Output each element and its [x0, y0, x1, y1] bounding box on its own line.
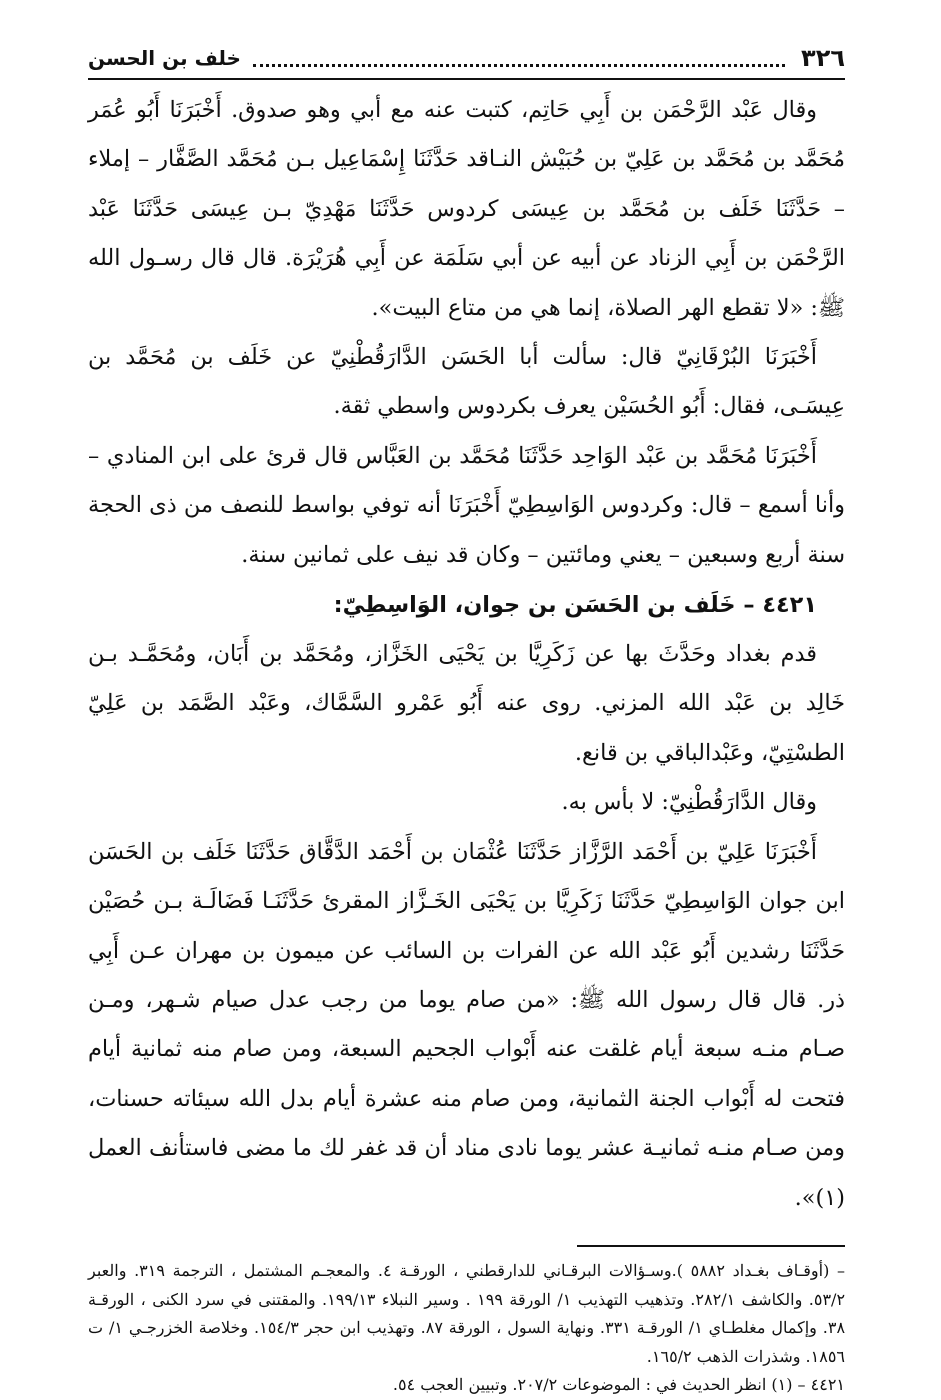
paragraph-entry-intro: قدم بغداد وحَدَّثَ بها عن زَكَرِيَّا بن يَحْيَى الخَزَّاز، ومُحَمَّد بن أَبَان، ومُحَمَّـد بـن خَالِد بن عَبْد الله المزني. روى عنه أَبُو عَمْرو السَّمَّاك، وعَبْد الصَّمَد بن عَلِيّ الطسْتِيّ، وعَبْدالباقي بن قانع.	[88, 641, 845, 766]
running-title: خلف بن الحسن	[88, 46, 241, 70]
paragraph-barqani: أَخْبَرَنَا البُرْقَانِيّ قال: سألت أبا الحَسَن الدَّارَقُطْنِيّ عن خَلَف بن مُحَمَّد بن عِيسَـى، فقال: أَبُو الحُسَيْن يعرف بكردوس واسطي ثقة.	[88, 344, 845, 420]
running-header	[88, 38, 845, 80]
footnotes	[88, 1257, 845, 1400]
dotted-leader	[253, 50, 785, 67]
paragraph-hadith: أَخْبَرَنَا عَلِيّ بن أَحْمَد الرَّزَّاز حَدَّثَنَا عُثْمَان بن أَحْمَد الدَّقَّاق حَدَّثَنَا خَلَف بن الحَسَن ابن جوان الوَاسِطِيّ حَدَّثَنَا زَكَرِيَّا بن يَحْيَى الخَـزَّاز المقرئ حَدَّثَنَـا فَضَالَـة بـن حُصَيْن حَدَّثَنَا رشدين أَبُو عَبْد الله عن الفرات بن السائب عن ميمون بن مهران عـن أَبِي ذر. قال قال رسول الله ﷺ: «من صام يوما من رجب عدل صيام شـهر، ومـن صـام منـه سبعة أيام غلقت عنه أَبْواب الجحيم السبعة، ومن صام منه ثمانية أيام فتحت له أَبْواب الجنة الثمانية، ومن صام منه عشرة أيام بدل الله سيئاته حسنات، ومن صـام منـه ثمانيـة عشر يوما نادى مناد أن قد غفر لك ما مضى فاستأنف العمل (١)».	[88, 838, 845, 1211]
paragraph-daraqutni: وقال الدَّارَقُطْنِيّ: لا بأس به.	[561, 789, 817, 816]
page-number: ٣٢٦	[801, 44, 845, 72]
entry-heading: ٤٤٢١ – خَلَف بن الحَسَن بن جوان، الوَاسِطِيّ:	[333, 592, 817, 619]
footnote-hadith-reference: ٤٤٢١ – (١) انظر الحديث في : الموضوعات ٢٠٧/٢. وتبيين العجب ٥٤.	[392, 1375, 845, 1395]
paragraph-kardus-death: أَخْبَرَنَا مُحَمَّد بن عَبْد الوَاحِد حَدَّثَنَا مُحَمَّد بن العَبَّاس قال قرئ على ابن المنادي – وأنا أسمع – قال: وكردوس الوَاسِطِيّ أَخْبَرَنَا أنه توفي بواسط للنصف من ذى الحجة سنة أربع وسبعين – يعني ومائتين – وكان قد نيف على ثمانين سنة.	[88, 442, 845, 568]
footnote-sources: – (أوقـاف بغـداد ٥٨٨٢ ).وسـؤالات البرقـاني للدارقطني ، الورقـة ٤. والمعجـم المشتمل ، الترجمة ٣١٩. والعبر ٥٣/٢. والكاشف ٢٨٢/١. وتذهيب التهذيب ١/ الورقة ١٩٩ . وسير النبلاء ١٩٩/١٣. والمقتنى في سرد الكنى ، الورقـة ٣٨. وإكمال مغلطـاي ١/ الورقـة ٣٣١. ونهاية السول ، الورقة ٨٧. وتهذيب ابن حجر ١٥٤/٣. وخلاصة الخزرجـي ١/ ت ١٨٥٦. وشذرات الذهب ١٦٥/٢.	[88, 1260, 846, 1366]
footnote-separator	[577, 1245, 845, 1247]
paragraph-narration: وقال عَبْد الرَّحْمَن بن أَبِي حَاتِم، كتبت عنه مع أبي وهو صدوق. أَخْبَرَنَا أَبُو عُمَر مُحَمَّد بن مُحَمَّد بن عَلِيّ بن حُبَيْش النـاقد حَدَّثَنَا إِسْمَاعِيل بـن مُحَمَّد الصَّفَّار – إملاء – حَدَّثَنَا خَلَف بن مُحَمَّد بن عِيسَى كردوس حَدَّثَنَا مَهْدِيّ بـن عِيسَى حَدَّثَنَا عَبْد الرَّحْمَن بن أَبِي الزناد عن أبيه عن أبي سَلَمَة عن أَبِي هُرَيْرَة. قال قال رسـول الله ﷺ: «لا تقطع الهر الصلاة، إنما هي من متاع البيت».	[88, 97, 845, 321]
main-text	[88, 86, 845, 1223]
